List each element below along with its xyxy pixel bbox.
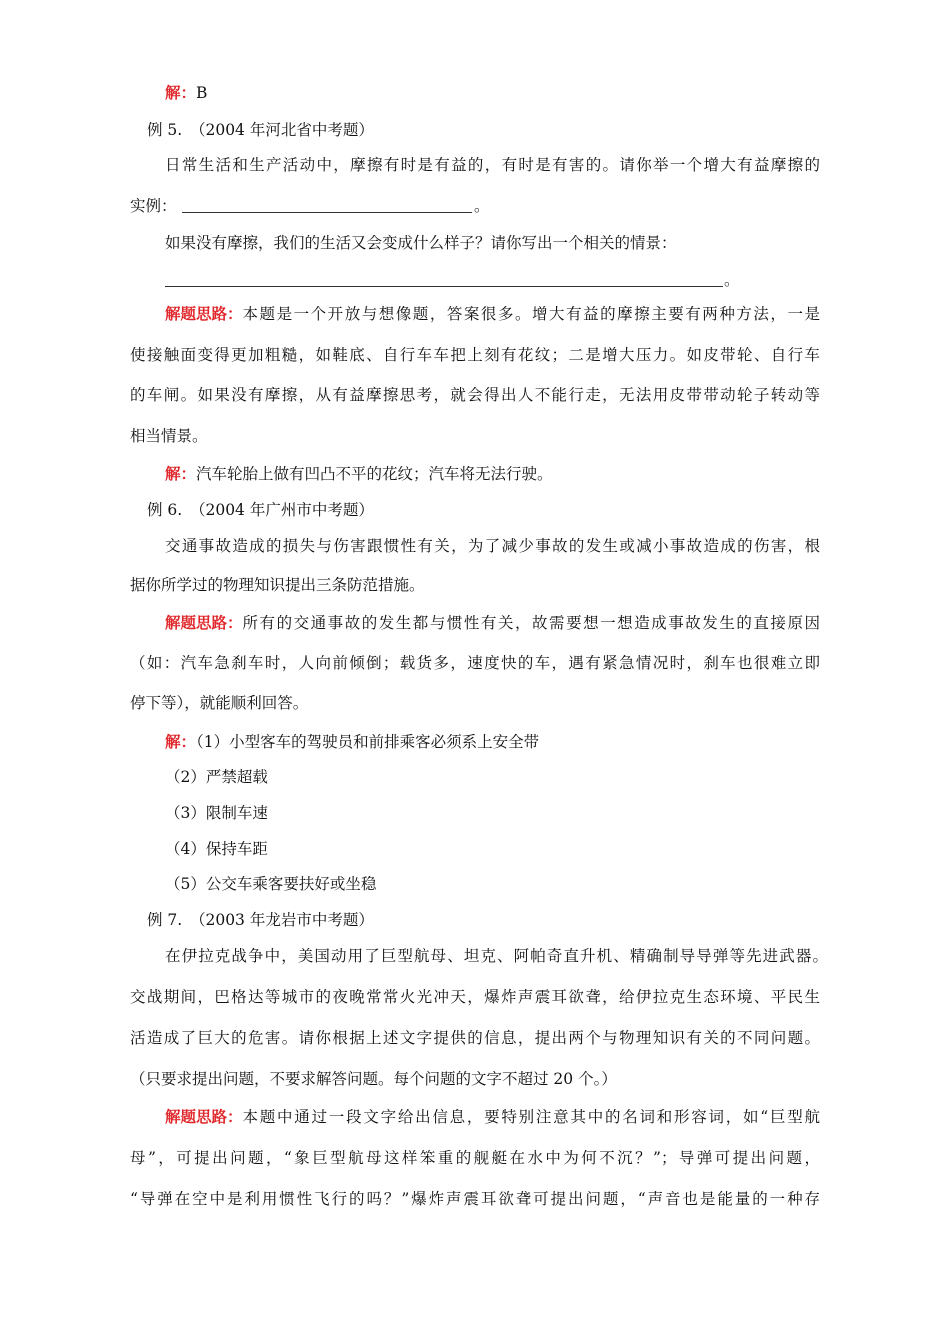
example-5-analysis-line bbox=[165, 304, 820, 324]
example-5-question-line: 日常生活和生产活动中，摩擦有时是有益的，有时是有害的。请你举一个增大有益摩擦的 bbox=[165, 156, 820, 174]
example-6-analysis-line bbox=[165, 613, 820, 633]
analysis-text: 本题中通过一段文字给出信息，要特别注意其中的名词和形容词，如“巨型航 bbox=[242, 1108, 820, 1126]
example-6-answer-item: （2）严禁超载 bbox=[165, 768, 268, 786]
answer-label: 解： bbox=[165, 83, 197, 102]
example-5-heading: 例 5. （2004 年河北省中考题） bbox=[147, 121, 374, 139]
answer-item: （1）小型客车的驾驶员和前排乘客必须系上安全带 bbox=[196, 733, 540, 751]
example-6-heading: 例 6. （2004 年广州市中考题） bbox=[147, 501, 374, 519]
prev-answer-line bbox=[165, 83, 207, 103]
answer-label: 解： bbox=[165, 464, 197, 483]
example-6-answer-line bbox=[165, 732, 539, 752]
example-6-question-line: 交通事故造成的损失与伤害跟惯性有关，为了减少事故的发生或减小事故造成的伤害，根 bbox=[165, 537, 820, 555]
example-7-analysis-line: 母”，可提出问题，“象巨型航母这样笨重的舰艇在水中为何不沉？”；导弹可提出问题， bbox=[130, 1149, 820, 1167]
blank-suffix-1: 。 bbox=[474, 197, 490, 215]
answer-text: 汽车轮胎上做有凹凸不平的花纹；汽车将无法行驶。 bbox=[196, 465, 553, 483]
blank-suffix-2: 。 bbox=[724, 271, 740, 289]
example-5-analysis-line: 的车闸。如果没有摩擦，从有益摩擦思考，就会得出人不能行走，无法用皮带带动轮子转动等 bbox=[130, 386, 820, 404]
example-5-answer-line bbox=[165, 464, 553, 484]
example-7-analysis-line bbox=[165, 1107, 820, 1127]
example-6-answer-item: （5）公交车乘客要扶好或坐稳 bbox=[165, 875, 377, 893]
example-7-question-line: （只要求提出问题，不要求解答问题。每个问题的文字不超过 20 个。） bbox=[130, 1070, 617, 1088]
example-5-analysis-line: 使接触面变得更加粗糙，如鞋底、自行车车把上刻有花纹；二是增大压力。如皮带轮、自行车 bbox=[130, 346, 820, 364]
example-6-answer-item: （4）保持车距 bbox=[165, 840, 268, 858]
example-7-question-line: 交战期间，巴格达等城市的夜晚常常火光冲天，爆炸声震耳欲聋，给伊拉克生态环境、平民生 bbox=[130, 988, 820, 1006]
example-7-question-line: 在伊拉克战争中，美国动用了巨型航母、坦克、阿帕奇直升机、精确制导导弹等先进武器。 bbox=[165, 947, 828, 965]
analysis-label: 解题思路： bbox=[165, 613, 243, 632]
example-6-analysis-line: 停下等），就能顺利回答。 bbox=[130, 694, 309, 712]
example-6-question-line: 据你所学过的物理知识提出三条防范措施。 bbox=[130, 576, 425, 594]
analysis-label: 解题思路： bbox=[165, 304, 243, 323]
example-5-analysis-line: 相当情景。 bbox=[130, 427, 208, 445]
analysis-label: 解题思路： bbox=[165, 1107, 243, 1126]
example-7-heading: 例 7. （2003 年龙岩市中考题） bbox=[147, 911, 374, 929]
example-6-answer-item: （3）限制车速 bbox=[165, 804, 268, 822]
answer-label: 解： bbox=[165, 732, 197, 751]
example-5-blank-line-1 bbox=[130, 196, 177, 216]
analysis-text: 本题是一个开放与想像题，答案很多。增大有益的摩擦主要有两种方法，一是 bbox=[242, 305, 820, 323]
answer-blank-1 bbox=[182, 212, 472, 213]
answer-blank-2 bbox=[165, 286, 723, 287]
example-6-analysis-line: （如：汽车急刹车时，人向前倾倒；载货多，速度快的车，遇有紧急情况时，刹车也很难立即 bbox=[130, 654, 820, 672]
example-5-question-line: 如果没有摩擦，我们的生活又会变成什么样子？请你写出一个相关的情景： bbox=[165, 234, 677, 252]
example-7-analysis-line: “导弹在空中是利用惯性飞行的吗？”爆炸声震耳欲聋可提出问题，“声音也是能量的一种存 bbox=[130, 1190, 820, 1208]
example-7-question-line: 活造成了巨大的危害。请你根据上述文字提供的信息，提出两个与物理知识有关的不同问题。 bbox=[130, 1029, 820, 1047]
answer-text: B bbox=[196, 84, 208, 102]
analysis-text: 所有的交通事故的发生都与惯性有关，故需要想一想造成事故发生的直接原因 bbox=[242, 614, 820, 632]
blank-prefix: 实例： bbox=[130, 197, 177, 215]
